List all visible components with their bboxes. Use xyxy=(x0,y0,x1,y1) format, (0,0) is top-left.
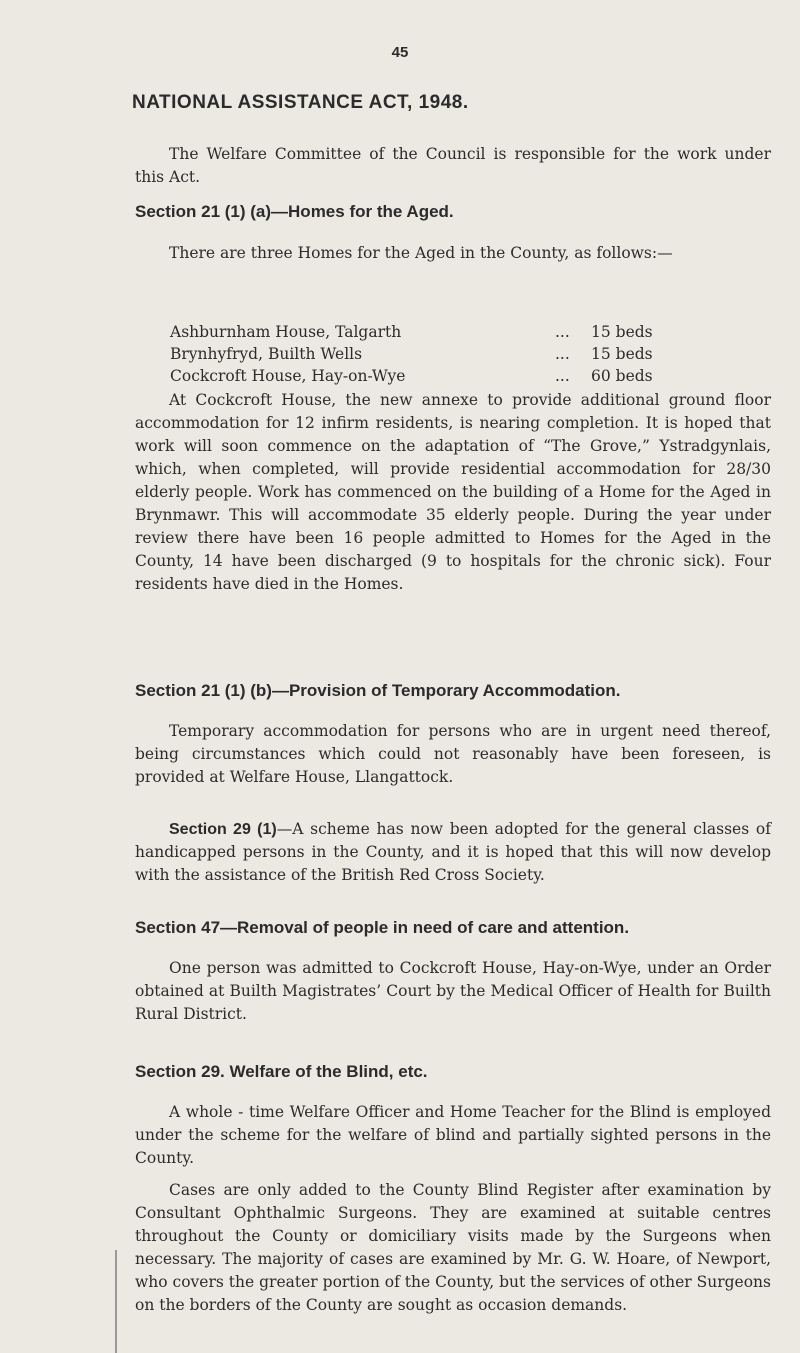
section-29b-body-2: Cases are only added to the County Blind Register after examination by Consultant Ophthalmic Surgeons. They are examined at suitable centres throughout the County or domiciliary visits made by the Surgeons when necessary. The majority of cases are examined by Mr. G. W. Hoare, of Newport, who covers the greater portion of the County, but the services of other Surgeons on the borders of the County are sought as occasion demands. xyxy=(135,1181,771,1314)
home-name: Ashburnham House, Talgarth xyxy=(170,323,402,341)
section-29a-body: —A scheme has now been adopted for the general classes of handicapped persons in the County, and it is hoped that this will now develop with the assistance of the British Red Cross Society. xyxy=(135,820,771,884)
home-beds: 15 beds xyxy=(591,323,653,341)
section-47-body: One person was admitted to Cockcroft House, Hay-on-Wye, under an Order obtained at Builth Magistrates’ Court by the Medical Officer of Health for Builth Rural District. xyxy=(135,959,771,1023)
section-21a-lead: There are three Homes for the Aged in the County, as follows:— xyxy=(169,244,673,262)
leader-dots: ... xyxy=(555,345,570,363)
section-29a-paragraph xyxy=(135,818,771,887)
section-47-heading: Section 47—Removal of people in need of care and attention. xyxy=(135,918,630,937)
list-item xyxy=(170,345,730,367)
home-name: Cockcroft House, Hay-on-Wye xyxy=(170,367,406,385)
section-29a-heading: Section 29 (1) xyxy=(169,821,277,838)
intro-text: The Welfare Committee of the Council is responsible for the work under this Act. xyxy=(135,145,771,186)
section-29b-body-1: A whole - time Welfare Officer and Home Teacher for the Blind is employed under the scheme for the welfare of blind and partially sighted persons in the County. xyxy=(135,1103,771,1167)
section-21a-heading: Section 21 (1) (a)—Homes for the Aged. xyxy=(135,202,454,221)
section-21b-heading: Section 21 (1) (b)—Provision of Temporary Accommodation. xyxy=(135,681,621,700)
home-beds: 15 beds xyxy=(591,345,653,363)
section-29b-heading: Section 29. Welfare of the Blind, etc. xyxy=(135,1062,428,1081)
margin-divider xyxy=(115,1250,117,1353)
intro-paragraph xyxy=(135,143,771,189)
section-21b-body: Temporary accommodation for persons who are in urgent need thereof, being circumstances which could not reasonably have been foreseen, is provided at Welfare House, Llangattock. xyxy=(135,722,771,786)
page-number: 45 xyxy=(391,44,409,61)
home-name: Brynhyfryd, Builth Wells xyxy=(170,345,363,363)
leader-dots: ... xyxy=(555,367,570,385)
home-beds: 60 beds xyxy=(591,367,653,385)
section-21a-body: At Cockcroft House, the new annexe to provide additional ground floor accommodation for 12 infirm residents, is nearing completion. It is hoped that work will soon commence on the adaptation of “The Grove,” Ystradgynlais, which, when completed, will provide residential accommodation for 28/30 elderly people. Work has commenced on the building of a Home for the Aged in Brynmawr. This will accommodate 35 elderly people. During the year under review there have been 16 people admitted to Homes for the Aged in the County, 14 have been discharged (9 to hospitals for the chronic sick). Four residents have died in the Homes. xyxy=(135,391,771,593)
homes-list xyxy=(170,323,730,389)
page-title: NATIONAL ASSISTANCE ACT, 1948. xyxy=(132,92,469,113)
list-item xyxy=(170,323,730,345)
leader-dots: ... xyxy=(555,323,570,341)
list-item xyxy=(170,367,730,389)
